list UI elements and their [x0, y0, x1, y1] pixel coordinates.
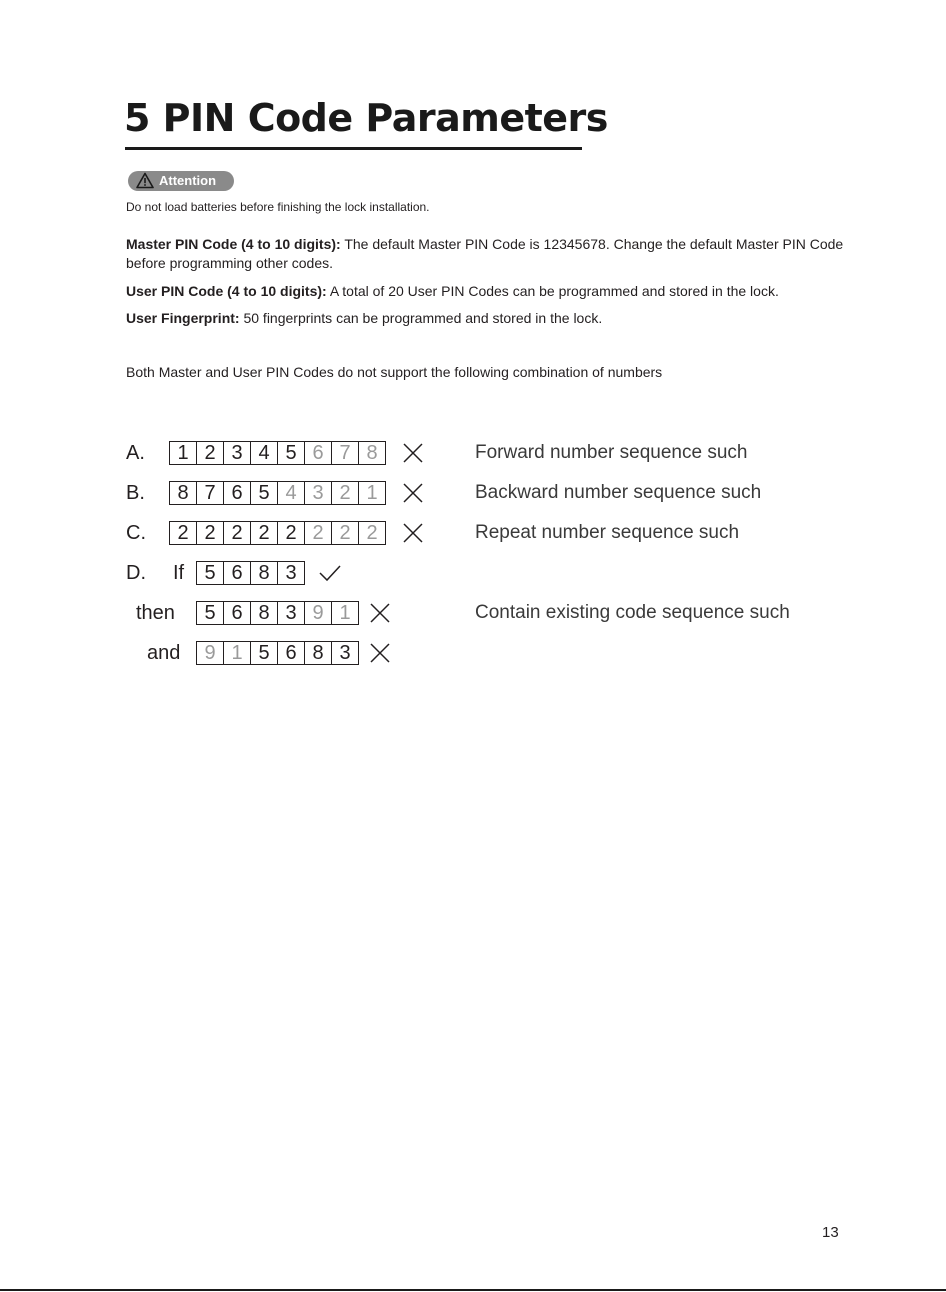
row-label: then — [136, 602, 175, 624]
pin-digit: 8 — [250, 602, 277, 624]
check-icon — [319, 562, 341, 584]
fingerprint-label: User Fingerprint: — [126, 310, 240, 326]
pin-digit-box — [169, 441, 386, 465]
pin-digit: 2 — [177, 522, 189, 544]
pin-digit: 6 — [223, 482, 250, 504]
pin-digit: 2 — [331, 522, 358, 544]
pin-digit: 1 — [223, 642, 250, 664]
attention-badge — [128, 171, 234, 191]
cross-icon — [402, 482, 424, 504]
pin-digit: 3 — [277, 562, 304, 584]
rule-description: Repeat number sequence such — [475, 522, 740, 543]
pin-digit: 3 — [277, 602, 304, 624]
pin-digit: 4 — [277, 482, 304, 504]
pin-digit: 1 — [331, 602, 358, 624]
pin-digit: 4 — [250, 442, 277, 464]
cross-icon — [402, 522, 424, 544]
pin-digit: 2 — [223, 522, 250, 544]
pin-digit: 2 — [304, 522, 331, 544]
pin-digit: 8 — [304, 642, 331, 664]
master-pin-label: Master PIN Code (4 to 10 digits): — [126, 236, 341, 252]
attention-label: Attention — [159, 173, 217, 188]
cross-icon — [369, 642, 391, 664]
pin-digit: 2 — [196, 522, 223, 544]
pin-digit: 7 — [331, 442, 358, 464]
row-sublabel: If — [173, 562, 185, 584]
rule-description: Backward number sequence such — [475, 482, 762, 503]
user-pin-label: User PIN Code (4 to 10 digits): — [126, 283, 327, 299]
pin-digit: 2 — [331, 482, 358, 504]
pin-digit: 2 — [358, 522, 385, 544]
combination-intro: Both Master and User PIN Codes do not support the following combination of numbers — [126, 364, 663, 380]
fingerprint-text: 50 fingerprints can be programmed and stored in the lock. — [239, 310, 603, 326]
title-underline — [125, 147, 582, 150]
row-label: D. — [126, 562, 146, 584]
pin-digit-box — [196, 641, 359, 665]
warning-icon — [136, 172, 154, 189]
pin-digit: 6 — [223, 602, 250, 624]
pin-digit: 1 — [358, 482, 385, 504]
pin-digit: 8 — [250, 562, 277, 584]
pin-digit: 3 — [331, 642, 358, 664]
cross-icon — [369, 602, 391, 624]
pin-digit: 2 — [277, 522, 304, 544]
pin-digit: 5 — [204, 602, 216, 624]
pin-digit: 5 — [250, 482, 277, 504]
cross-icon — [402, 442, 424, 464]
pin-digit: 3 — [304, 482, 331, 504]
pin-digit: 8 — [358, 442, 385, 464]
pin-digit: 2 — [250, 522, 277, 544]
rule-description: Forward number sequence such — [475, 442, 748, 463]
pin-digit: 9 — [204, 642, 216, 664]
pin-digit-box — [196, 601, 359, 625]
pin-digit: 9 — [304, 602, 331, 624]
pin-digit: 1 — [177, 442, 189, 464]
row-label: B. — [126, 482, 145, 504]
pin-digit-box — [169, 521, 386, 545]
row-label: A. — [126, 442, 145, 464]
pin-digit: 3 — [223, 442, 250, 464]
pin-digit: 6 — [277, 642, 304, 664]
user-pin-paragraph — [126, 282, 846, 301]
pin-digit: 5 — [204, 562, 216, 584]
master-pin-text: The default Master PIN Code is 12345678. Change the default Master PIN Code before programming other codes. — [126, 236, 844, 271]
pin-digit: 5 — [250, 642, 277, 664]
rule-description: Contain existing code sequence such — [475, 602, 790, 623]
user-pin-text: A total of 20 User PIN Codes can be programmed and stored in the lock. — [326, 283, 779, 299]
page-title: 5 PIN Code Parameters — [124, 96, 608, 140]
attention-note: Do not load batteries before finishing the lock installation. — [126, 200, 430, 214]
fingerprint-paragraph — [126, 309, 846, 328]
pin-digit-box — [196, 561, 305, 585]
row-label: and — [147, 642, 181, 664]
page-number: 13 — [822, 1224, 839, 1241]
pin-digit-box — [169, 481, 386, 505]
pin-digit: 5 — [277, 442, 304, 464]
master-pin-paragraph — [126, 235, 846, 273]
row-label: C. — [126, 522, 146, 544]
pin-digit: 8 — [177, 482, 189, 504]
pin-digit: 6 — [223, 562, 250, 584]
pin-digit: 6 — [304, 442, 331, 464]
pin-digit: 7 — [196, 482, 223, 504]
pin-digit: 2 — [196, 442, 223, 464]
footer-rule — [0, 1289, 946, 1291]
